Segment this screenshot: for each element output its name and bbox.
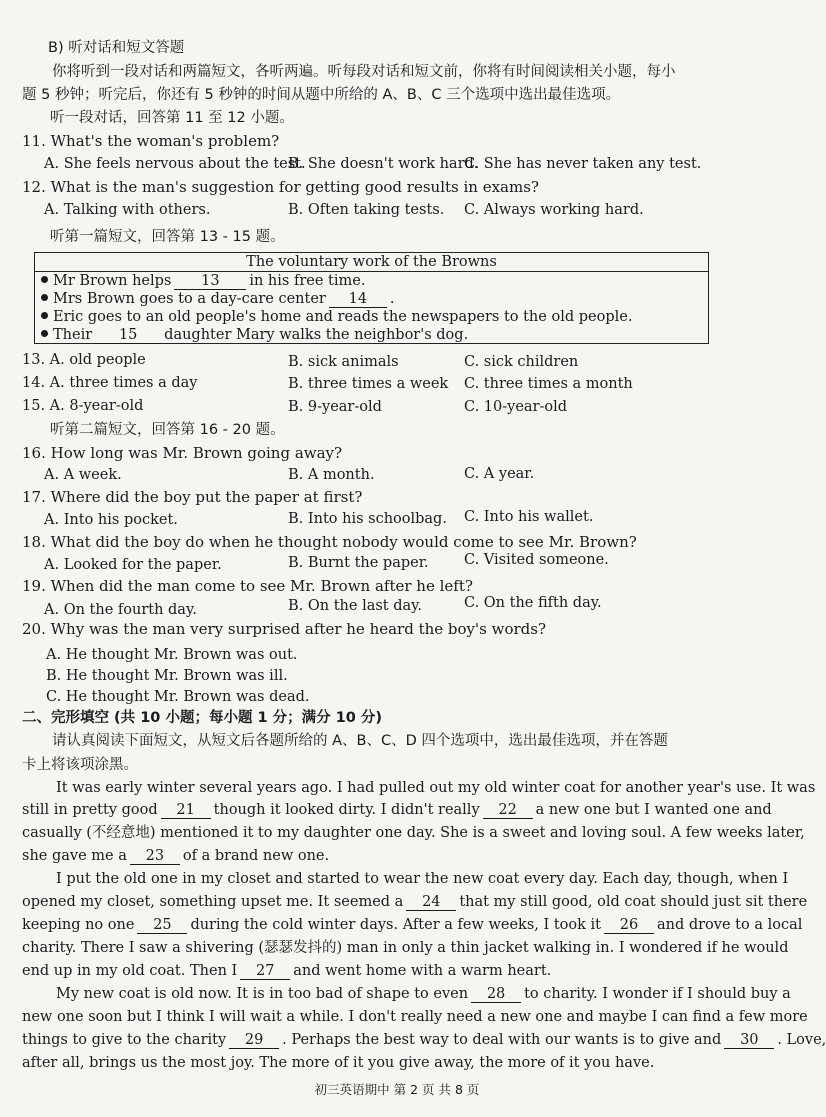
passage-text: end up in my old coat. Then I <box>22 963 238 979</box>
passage-text: during the cold winter days. After a few weeks, I took it <box>190 917 601 933</box>
section-ii-instruction-2: 卡上将该项涂黑。 <box>22 757 138 773</box>
blank-30: 30 <box>724 1032 774 1049</box>
table-text: daughter Mary walks the neighbor's dog. <box>164 327 469 343</box>
blank-27: 27 <box>240 963 290 980</box>
blank-28: 28 <box>471 986 521 1003</box>
dialog-intro: 听一段对话，回答第 11 至 12 小题。 <box>50 110 294 126</box>
table-text: Eric goes to an old people's home and reads the newspapers to the old people. <box>53 309 633 325</box>
passage-text: that my still good, old coat should just sit there <box>459 894 808 910</box>
passage-text: to charity. I wonder if I should buy a <box>524 986 791 1002</box>
question-17-option-c: C. Into his wallet. <box>464 509 594 525</box>
passage-text: things to give to the charity <box>22 1032 227 1048</box>
blank-29: 29 <box>229 1032 279 1049</box>
table-row <box>35 290 708 308</box>
passage-line: new one soon but I think I will wait a while. I don't really need a new one and maybe I can find a few more <box>22 1009 808 1025</box>
passage-text: . Perhaps the best way to deal with our wants is to give and <box>282 1032 722 1048</box>
question-11-option-a: A. She feels nervous about the test. <box>44 156 306 172</box>
passage-2-intro: 听第二篇短文，回答第 16 - 20 题。 <box>50 422 285 438</box>
passage-line <box>22 800 772 820</box>
passage-text: a new one but I wanted one and <box>535 802 772 818</box>
passage-line <box>22 1030 826 1050</box>
table-text: Mrs Brown goes to a day-care center <box>53 291 326 307</box>
question-19-option-a: A. On the fourth day. <box>44 602 197 618</box>
table-text: in his free time. <box>249 273 366 289</box>
question-16-stem: 16. How long was Mr. Brown going away? <box>22 444 343 462</box>
passage-line <box>22 892 807 912</box>
passage-text: keeping no one <box>22 917 135 933</box>
table-row <box>35 308 708 326</box>
passage-text: My new coat is old now. It is in too bad of shape to even <box>56 986 469 1002</box>
passage-line <box>22 915 802 935</box>
question-15-option-b: B. 9-year-old <box>288 399 382 415</box>
passage-line <box>56 984 791 1004</box>
question-11-stem: 11. What's the woman's problem? <box>22 132 280 150</box>
table-row <box>35 272 708 290</box>
passage-line: after all, brings us the most joy. The more of it you give away, the more of it you have. <box>22 1055 655 1071</box>
question-16-option-a: A. A week. <box>44 467 122 483</box>
section-b-title: B) 听对话和短文答题 <box>48 40 185 56</box>
question-13-option-a: 13. A. old people <box>22 352 146 368</box>
passage-text: of a brand new one. <box>182 848 330 864</box>
page-footer: 初三英语期中 第 2 页 共 8 页 <box>314 1082 480 1097</box>
passage-1-intro: 听第一篇短文，回答第 13 - 15 题。 <box>50 229 285 245</box>
question-12-option-b: B. Often taking tests. <box>288 202 445 218</box>
question-12-option-c: C. Always working hard. <box>464 202 644 218</box>
question-17-option-b: B. Into his schoolbag. <box>288 511 447 527</box>
question-14-option-b: B. three times a week <box>288 376 449 392</box>
table-text: . <box>389 291 395 307</box>
passage-line: I put the old one in my closet and started to wear the new coat every day. Each day, though, when I <box>56 871 789 887</box>
question-13-option-c: C. sick children <box>464 354 579 370</box>
question-14-option-a: 14. A. three times a day <box>22 375 198 391</box>
question-12-option-a: A. Talking with others. <box>44 202 211 218</box>
table-title: The voluntary work of the Browns <box>35 253 708 272</box>
question-14-option-c: C. three times a month <box>464 376 633 392</box>
question-19-option-c: C. On the fifth day. <box>464 595 602 611</box>
bullet-icon <box>41 276 48 283</box>
question-16-option-b: B. A month. <box>288 467 375 483</box>
passage-line <box>22 961 551 981</box>
passage-text: and drove to a local <box>656 917 803 933</box>
question-13-option-b: B. sick animals <box>288 354 399 370</box>
bullet-icon <box>41 294 48 301</box>
passage-text: opened my closet, something upset me. It seemed a <box>22 894 404 910</box>
blank-21: 21 <box>161 802 211 819</box>
question-18-option-a: A. Looked for the paper. <box>44 557 222 573</box>
voluntary-work-table <box>34 252 709 344</box>
question-20-option-b: B. He thought Mr. Brown was ill. <box>46 668 288 684</box>
section-ii-title: 二、完形填空 (共 10 小题；每小题 1 分；满分 10 分) <box>22 710 383 726</box>
blank-25: 25 <box>137 917 187 934</box>
blank-15: 15 <box>95 327 161 344</box>
question-11-option-c: C. She has never taken any test. <box>464 156 702 172</box>
question-20-stem: 20. Why was the man very surprised after he heard the boy's words? <box>22 620 547 638</box>
question-15-option-c: C. 10-year-old <box>464 399 568 415</box>
question-19-stem: 19. When did the man come to see Mr. Brown after he left? <box>22 577 473 595</box>
question-19-option-b: B. On the last day. <box>288 598 423 614</box>
question-17-stem: 17. Where did the boy put the paper at first? <box>22 488 363 506</box>
section-b-instruction-2: 题 5 秒钟；听完后，你还有 5 秒钟的时间从题中所给的 A、B、C 三个选项中选出最佳选项。 <box>22 87 621 103</box>
passage-line <box>22 846 329 866</box>
table-text: Mr Brown helps <box>53 273 172 289</box>
passage-text: though it looked dirty. I didn't really <box>213 802 480 818</box>
question-18-stem: 18. What did the boy do when he thought nobody would come to see Mr. Brown? <box>22 533 637 551</box>
bullet-icon <box>41 312 48 319</box>
passage-text: still in pretty good <box>22 802 158 818</box>
bullet-icon <box>41 330 48 337</box>
question-20-option-c: C. He thought Mr. Brown was dead. <box>46 689 310 705</box>
question-16-option-c: C. A year. <box>464 466 535 482</box>
table-text: Their <box>53 327 93 343</box>
question-17-option-a: A. Into his pocket. <box>44 512 178 528</box>
passage-line: charity. There I saw a shivering (瑟瑟发抖的) man in only a thin jacket walking in. I wondered if he would <box>22 940 789 956</box>
passage-line: It was early winter several years ago. I had pulled out my old winter coat for another year's use. It was <box>56 780 816 796</box>
question-18-option-b: B. Burnt the paper. <box>288 555 429 571</box>
blank-14: 14 <box>329 291 387 308</box>
question-18-option-c: C. Visited someone. <box>464 552 609 568</box>
blank-13: 13 <box>174 273 246 290</box>
blank-26: 26 <box>604 917 654 934</box>
section-ii-instruction-1: 请认真阅读下面短文，从短文后各题所给的 A、B、C、D 四个选项中，选出最佳选项，并在答题 <box>52 733 668 749</box>
passage-text: and went home with a warm heart. <box>293 963 552 979</box>
passage-text: she gave me a <box>22 848 127 864</box>
table-row <box>35 326 708 344</box>
question-20-option-a: A. He thought Mr. Brown was out. <box>46 647 298 663</box>
question-12-stem: 12. What is the man's suggestion for getting good results in exams? <box>22 178 539 196</box>
blank-22: 22 <box>483 802 533 819</box>
passage-line: casually (不经意地) mentioned it to my daughter one day. She is a sweet and loving soul. A few weeks later, <box>22 825 805 841</box>
question-11-option-b: B. She doesn't work hard. <box>288 156 479 172</box>
blank-23: 23 <box>130 848 180 865</box>
question-15-option-a: 15. A. 8-year-old <box>22 398 144 414</box>
blank-24: 24 <box>406 894 456 911</box>
section-b-instruction-1: 你将听到一段对话和两篇短文，各听两遍。听每段对话和短文前，你将有时间阅读相关小题，每小 <box>52 64 676 80</box>
passage-text: . Love, <box>777 1032 826 1048</box>
